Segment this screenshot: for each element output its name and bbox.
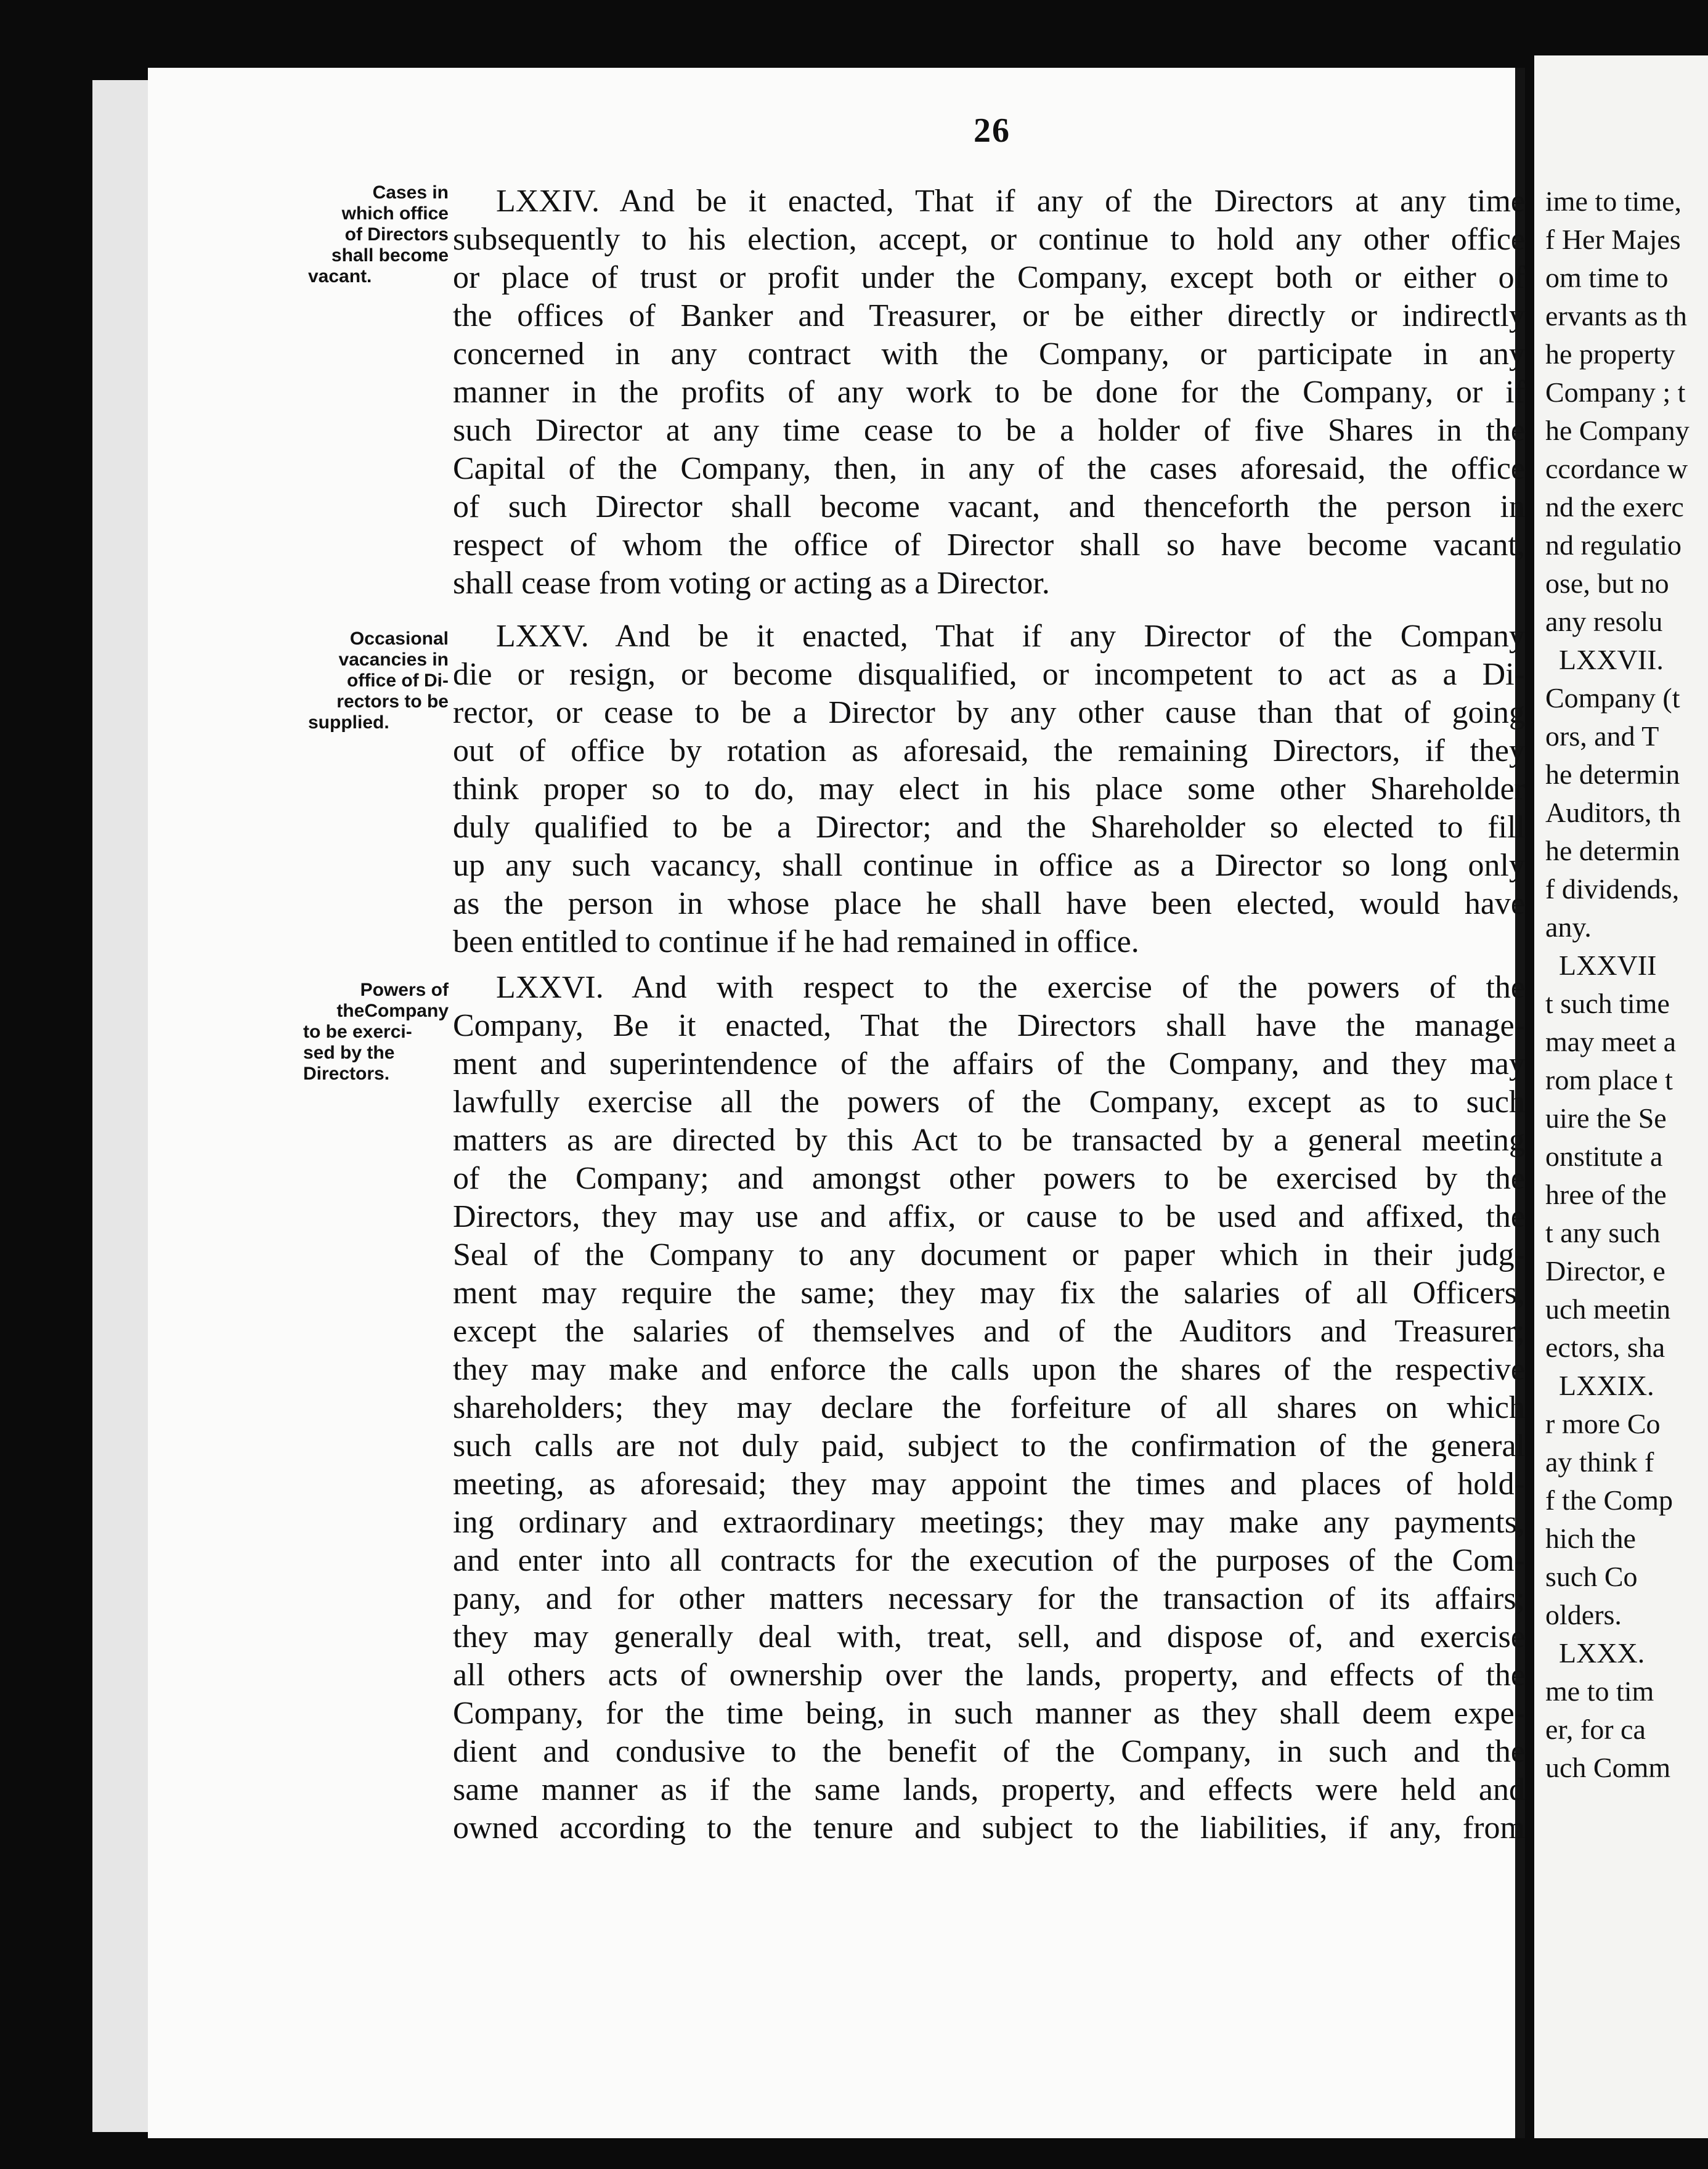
fragment-line: t any such [1545,1217,1661,1248]
facing-page-fragment [1534,55,1708,2138]
text-line: they may make and enforce the calls upon the shares of the respective [453,1352,1525,1387]
fragment-line: LXXX. [1559,1637,1645,1669]
margin-note-line: which office [341,203,449,224]
text-line: of such Director shall become vacant, and thenceforth the person in [453,489,1525,524]
fragment-line: rom place t [1545,1064,1673,1096]
margin-note-powers-of-company [301,980,449,1084]
text-line: Company, for the time being, in such manner as they shall deem expe- [453,1696,1525,1731]
section-lxxv [453,617,1525,961]
text-line: or place of trust or profit under the Company, except both or either of [453,260,1525,295]
text-line: Seal of the Company to any document or paper which in their judg- [453,1237,1525,1272]
fragment-line: ccordance w [1545,453,1688,484]
fragment-line: hich the [1545,1523,1636,1554]
fragment-line: onstitute a [1545,1141,1663,1172]
margin-note-line: vacant. [308,266,372,287]
text-line: duly qualified to be a Director; and the Shareholder so elected to fill [453,810,1525,845]
text-line: up any such vacancy, shall continue in office as a Director so long only [453,848,1525,883]
fragment-line: ay think f [1545,1446,1654,1478]
fragment-line: f dividends, [1545,873,1680,905]
fragment-line: LXXVII. [1559,644,1664,675]
margin-note-line: Occasional [349,629,449,649]
margin-note-line: sed by the [303,1043,395,1063]
fragment-line: uch Comm [1545,1752,1671,1783]
fragment-line: olders. [1545,1599,1622,1630]
text-line: pany, and for other matters necessary for the transaction of its affairs; [453,1581,1525,1616]
fragment-line: f Her Majes [1545,224,1681,255]
text-line: out of office by rotation as aforesaid, the remaining Directors, if they [453,733,1525,768]
fragment-line: Auditors, th [1545,797,1681,828]
margin-note-line: vacancies in [338,649,449,670]
margin-note-line: Cases in [372,182,449,203]
margin-note-line: shall become [331,245,449,266]
fragment-line: he Company [1545,415,1690,446]
text-line: Company, Be it enacted, That the Directors shall have the manage- [453,1008,1525,1043]
fragment-line: uire the Se [1545,1102,1667,1134]
fragment-line: he determin [1545,759,1680,790]
text-line: dient and condusive to the benefit of the Company, in such and the [453,1734,1525,1769]
text-line: meeting, as aforesaid; they may appoint the times and places of hold- [453,1467,1525,1502]
fragment-line: LXXVII [1559,950,1657,981]
scan-margin [92,80,156,2132]
text-line: same manner as if the same lands, property, and effects were held and [453,1772,1525,1807]
fragment-line: ime to time, [1545,185,1682,217]
fragment-line: such Co [1545,1561,1638,1592]
margin-note-occasional-vacancies [301,629,449,733]
fragment-line: ors, and T [1545,720,1659,752]
fragment-line: f the Comp [1545,1484,1673,1516]
text-line: think proper so to do, may elect in his place some other Shareholder [453,771,1525,807]
text-line: rector, or cease to be a Director by any other cause than that of going [453,695,1525,730]
page-number: 26 [974,112,1011,150]
margin-note-line: of Directors [344,224,449,245]
text-line: Directors, they may use and affix, or cause to be used and affixed, the [453,1199,1525,1234]
margin-note-line: Powers of [360,980,449,1000]
text-line: shall cease from voting or acting as a Director. [453,566,1050,601]
section-lxxiv [453,182,1525,603]
fragment-line: r more Co [1545,1408,1661,1439]
text-line: subsequently to his election, accept, or continue to hold any other office [453,222,1525,257]
text-line: LXXVI. And with respect to the exercise of the powers of the [496,970,1525,1005]
fragment-line: hree of the [1545,1179,1667,1210]
fragment-line: ervants as th [1545,300,1687,332]
text-line: as the person in whose place he shall have been elected, would have [453,886,1525,921]
margin-note-line: rectors to be [336,691,449,712]
margin-note-line: Directors. [303,1064,390,1084]
fragment-line: nd regulatio [1545,529,1682,561]
fragment-line: Director, e [1545,1255,1665,1287]
text-line: lawfully exercise all the powers of the Company, except as to such [453,1084,1525,1120]
fragment-line: may meet a [1545,1026,1677,1057]
fragment-line: nd the exerc [1545,491,1684,523]
text-line: of the Company; and amongst other powers to be exercised by the [453,1161,1525,1196]
fragment-line: any. [1545,911,1592,943]
fragment-line: ose, but no [1545,568,1669,599]
text-line: ment and superintendence of the affairs of the Company, and they may [453,1046,1525,1081]
fragment-line: any resolu [1545,606,1663,637]
text-line: owned according to the tenure and subject to the liabilities, if any, from [453,1810,1525,1845]
fragment-line: Company (t [1545,682,1680,714]
text-line: LXXIV. And be it enacted, That if any of the Directors at any time [496,184,1525,219]
fragment-line: he property [1545,338,1675,370]
fragment-line: me to tim [1545,1675,1654,1707]
fragment-line: om time to [1545,262,1669,293]
text-line: LXXV. And be it enacted, That if any Director of the Company [496,619,1525,654]
text-line: shareholders; they may declare the forfeiture of all shares on which [453,1390,1525,1425]
fragment-line: er, for ca [1545,1714,1646,1745]
fragment-line: uch meetin [1545,1293,1671,1325]
fragment-line: he determin [1545,835,1680,866]
text-line: they may generally deal with, treat, sell, and dispose of, and exercise [453,1619,1525,1654]
fragment-line: LXXIX. [1559,1370,1654,1401]
text-line: concerned in any contract with the Company, or participate in any [453,336,1525,372]
text-line: all others acts of ownership over the lands, property, and effects of the [453,1658,1525,1693]
margin-note-line: to be exerci- [303,1022,412,1042]
text-line: manner in the profits of any work to be done for the Company, or if [453,375,1525,410]
margin-note-cases-vacant [301,182,449,287]
text-line: respect of whom the office of Director shall so have become vacant, [453,527,1525,563]
margin-note-line: office of Di- [347,670,449,691]
fragment-line: ectors, sha [1545,1332,1665,1363]
text-line: the offices of Banker and Treasurer, or be either directly or indirectly [453,298,1525,333]
fragment-line: Company ; t [1545,376,1686,408]
text-line: matters as are directed by this Act to be transacted by a general meeting [453,1123,1525,1158]
text-line: Capital of the Company, then, in any of the cases aforesaid, the office [453,451,1525,486]
text-line: die or resign, or become disqualified, or incompetent to act as a Di- [453,657,1525,692]
text-line: been entitled to continue if he had remained in office. [453,924,1139,959]
margin-note-line: theCompany [336,1001,449,1021]
fragment-line: t such time [1545,988,1670,1019]
text-line: ing ordinary and extraordinary meetings; they may make any payments, [453,1505,1525,1540]
section-lxxvi [453,969,1525,1847]
text-line: such calls are not duly paid, subject to the confirmation of the general [453,1428,1525,1463]
text-line: ment may require the same; they may fix the salaries of all Officers, [453,1276,1525,1311]
text-line: and enter into all contracts for the execution of the purposes of the Com- [453,1543,1525,1578]
margin-note-line: supplied. [308,712,389,733]
text-line: except the salaries of themselves and of the Auditors and Treasurer; [453,1314,1525,1349]
text-line: such Director at any time cease to be a holder of five Shares in the [453,413,1525,448]
